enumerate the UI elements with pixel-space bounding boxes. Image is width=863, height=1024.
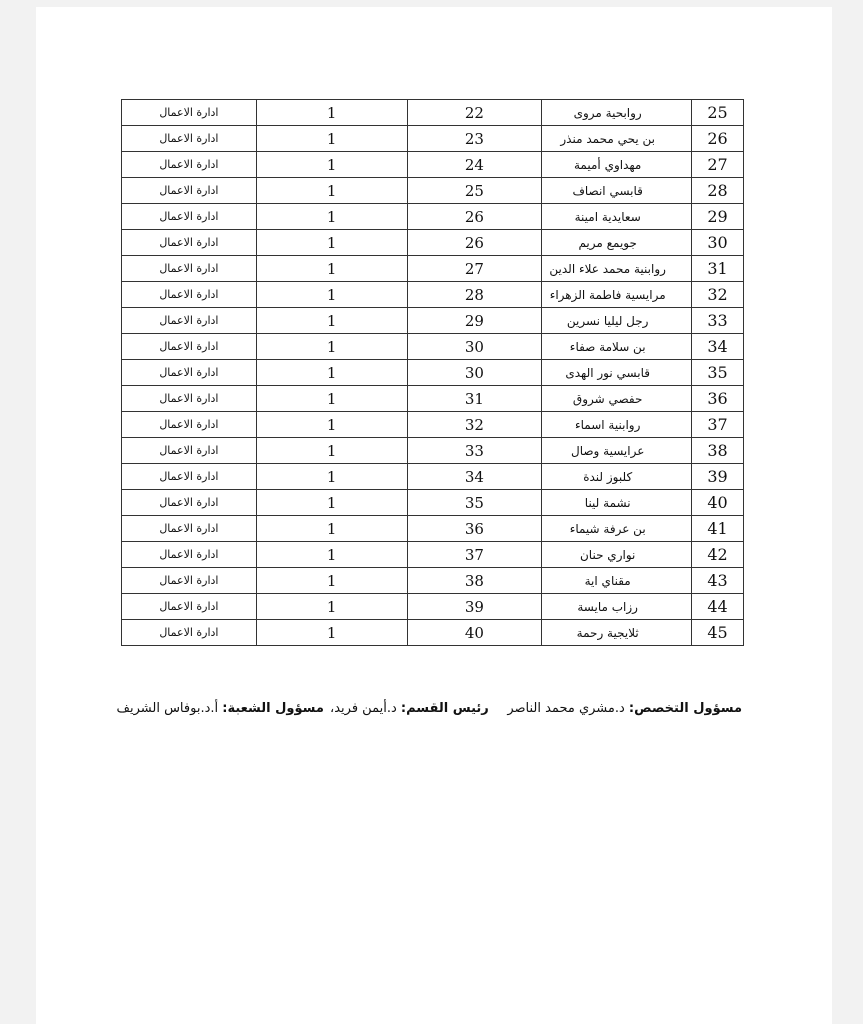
count-cell: 1 bbox=[256, 594, 407, 620]
table-row bbox=[122, 178, 744, 204]
row-number: 42 bbox=[692, 542, 744, 568]
row-number: 44 bbox=[692, 594, 744, 620]
rank-cell: 30 bbox=[407, 360, 542, 386]
rank-cell: 26 bbox=[407, 230, 542, 256]
specialty-cell: ادارة الاعمال bbox=[122, 542, 257, 568]
student-name: نواري حنان bbox=[542, 542, 692, 568]
student-name: بن سلامة صفاء bbox=[542, 334, 692, 360]
table-row bbox=[122, 308, 744, 334]
specialty-cell: ادارة الاعمال bbox=[122, 230, 257, 256]
count-cell: 1 bbox=[256, 568, 407, 594]
row-number: 43 bbox=[692, 568, 744, 594]
row-number: 29 bbox=[692, 204, 744, 230]
table-row bbox=[122, 464, 744, 490]
specialty-cell: ادارة الاعمال bbox=[122, 438, 257, 464]
specialty-cell: ادارة الاعمال bbox=[122, 152, 257, 178]
count-cell: 1 bbox=[256, 126, 407, 152]
student-name: رجل ليليا نسرين bbox=[542, 308, 692, 334]
rank-cell: 24 bbox=[407, 152, 542, 178]
rank-cell: 25 bbox=[407, 178, 542, 204]
student-name: رزاب مايسة bbox=[542, 594, 692, 620]
count-cell: 1 bbox=[256, 438, 407, 464]
rank-cell: 26 bbox=[407, 204, 542, 230]
count-cell: 1 bbox=[256, 334, 407, 360]
table-row bbox=[122, 412, 744, 438]
row-number: 26 bbox=[692, 126, 744, 152]
signatures-line bbox=[116, 701, 742, 716]
rank-cell: 32 bbox=[407, 412, 542, 438]
table-row bbox=[122, 152, 744, 178]
student-name: بن يحي محمد منذر bbox=[542, 126, 692, 152]
table-row bbox=[122, 126, 744, 152]
count-cell: 1 bbox=[256, 204, 407, 230]
count-cell: 1 bbox=[256, 256, 407, 282]
document-page bbox=[36, 7, 832, 1024]
rank-cell: 40 bbox=[407, 620, 542, 646]
count-cell: 1 bbox=[256, 412, 407, 438]
specialty-cell: ادارة الاعمال bbox=[122, 308, 257, 334]
table-row bbox=[122, 542, 744, 568]
table-row bbox=[122, 256, 744, 282]
count-cell: 1 bbox=[256, 490, 407, 516]
specialty-cell: ادارة الاعمال bbox=[122, 204, 257, 230]
rank-cell: 29 bbox=[407, 308, 542, 334]
count-cell: 1 bbox=[256, 100, 407, 126]
table-row bbox=[122, 360, 744, 386]
rank-cell: 31 bbox=[407, 386, 542, 412]
student-name: كلبوز لندة bbox=[542, 464, 692, 490]
rank-cell: 37 bbox=[407, 542, 542, 568]
row-number: 36 bbox=[692, 386, 744, 412]
table-row bbox=[122, 568, 744, 594]
department-head-name: د.أيمن فريد، bbox=[330, 701, 397, 716]
row-number: 37 bbox=[692, 412, 744, 438]
count-cell: 1 bbox=[256, 152, 407, 178]
branch-officer-name: أ.د.بوفاس الشريف bbox=[116, 701, 219, 716]
specialty-cell: ادارة الاعمال bbox=[122, 100, 257, 126]
specialty-cell: ادارة الاعمال bbox=[122, 464, 257, 490]
specialty-cell: ادارة الاعمال bbox=[122, 282, 257, 308]
specialty-cell: ادارة الاعمال bbox=[122, 178, 257, 204]
specialty-cell: ادارة الاعمال bbox=[122, 386, 257, 412]
row-number: 34 bbox=[692, 334, 744, 360]
student-name: جويمع مريم bbox=[542, 230, 692, 256]
table-row bbox=[122, 100, 744, 126]
table-row bbox=[122, 230, 744, 256]
count-cell: 1 bbox=[256, 230, 407, 256]
specialty-officer-label: مسؤول التخصص: bbox=[628, 701, 742, 716]
count-cell: 1 bbox=[256, 464, 407, 490]
student-name: مقناي اية bbox=[542, 568, 692, 594]
row-number: 25 bbox=[692, 100, 744, 126]
student-name: حفصي شروق bbox=[542, 386, 692, 412]
department-head-label: رئيس القسم: bbox=[400, 701, 489, 716]
table-row bbox=[122, 334, 744, 360]
row-number: 45 bbox=[692, 620, 744, 646]
row-number: 27 bbox=[692, 152, 744, 178]
row-number: 30 bbox=[692, 230, 744, 256]
rank-cell: 39 bbox=[407, 594, 542, 620]
count-cell: 1 bbox=[256, 360, 407, 386]
students-table-body bbox=[122, 100, 744, 646]
student-name: قابسي انصاف bbox=[542, 178, 692, 204]
rank-cell: 27 bbox=[407, 256, 542, 282]
count-cell: 1 bbox=[256, 386, 407, 412]
student-name: روابنية اسماء bbox=[542, 412, 692, 438]
rank-cell: 23 bbox=[407, 126, 542, 152]
branch-officer-label: مسؤول الشعبة: bbox=[222, 701, 324, 716]
row-number: 39 bbox=[692, 464, 744, 490]
rank-cell: 38 bbox=[407, 568, 542, 594]
specialty-officer-name: د.مشري محمد الناصر bbox=[507, 701, 625, 716]
student-name: بن عرفة شيماء bbox=[542, 516, 692, 542]
rank-cell: 30 bbox=[407, 334, 542, 360]
specialty-cell: ادارة الاعمال bbox=[122, 620, 257, 646]
table-row bbox=[122, 386, 744, 412]
rank-cell: 36 bbox=[407, 516, 542, 542]
row-number: 28 bbox=[692, 178, 744, 204]
table-row bbox=[122, 516, 744, 542]
student-name: روابحية مروى bbox=[542, 100, 692, 126]
student-name: قابسي نور الهدى bbox=[542, 360, 692, 386]
specialty-cell: ادارة الاعمال bbox=[122, 334, 257, 360]
table-row bbox=[122, 204, 744, 230]
count-cell: 1 bbox=[256, 308, 407, 334]
rank-cell: 22 bbox=[407, 100, 542, 126]
student-name: سعايدية امينة bbox=[542, 204, 692, 230]
table-row bbox=[122, 438, 744, 464]
student-name: عرايسية وصال bbox=[542, 438, 692, 464]
student-name: نشمة لينا bbox=[542, 490, 692, 516]
row-number: 41 bbox=[692, 516, 744, 542]
row-number: 33 bbox=[692, 308, 744, 334]
specialty-cell: ادارة الاعمال bbox=[122, 568, 257, 594]
specialty-cell: ادارة الاعمال bbox=[122, 516, 257, 542]
specialty-cell: ادارة الاعمال bbox=[122, 412, 257, 438]
count-cell: 1 bbox=[256, 542, 407, 568]
table-row bbox=[122, 490, 744, 516]
table-row bbox=[122, 620, 744, 646]
count-cell: 1 bbox=[256, 178, 407, 204]
specialty-cell: ادارة الاعمال bbox=[122, 360, 257, 386]
rank-cell: 33 bbox=[407, 438, 542, 464]
rank-cell: 35 bbox=[407, 490, 542, 516]
student-name: ثلايجية رحمة bbox=[542, 620, 692, 646]
specialty-cell: ادارة الاعمال bbox=[122, 256, 257, 282]
row-number: 35 bbox=[692, 360, 744, 386]
rank-cell: 34 bbox=[407, 464, 542, 490]
specialty-cell: ادارة الاعمال bbox=[122, 490, 257, 516]
specialty-cell: ادارة الاعمال bbox=[122, 126, 257, 152]
count-cell: 1 bbox=[256, 282, 407, 308]
rank-cell: 28 bbox=[407, 282, 542, 308]
row-number: 40 bbox=[692, 490, 744, 516]
count-cell: 1 bbox=[256, 516, 407, 542]
row-number: 32 bbox=[692, 282, 744, 308]
specialty-cell: ادارة الاعمال bbox=[122, 594, 257, 620]
row-number: 38 bbox=[692, 438, 744, 464]
count-cell: 1 bbox=[256, 620, 407, 646]
row-number: 31 bbox=[692, 256, 744, 282]
student-name: مهداوي أميمة bbox=[542, 152, 692, 178]
student-name: روابنية محمد علاء الدين bbox=[542, 256, 692, 282]
student-name: مرايسية فاطمة الزهراء bbox=[542, 282, 692, 308]
table-row bbox=[122, 594, 744, 620]
students-table bbox=[121, 99, 744, 646]
table-row bbox=[122, 282, 744, 308]
